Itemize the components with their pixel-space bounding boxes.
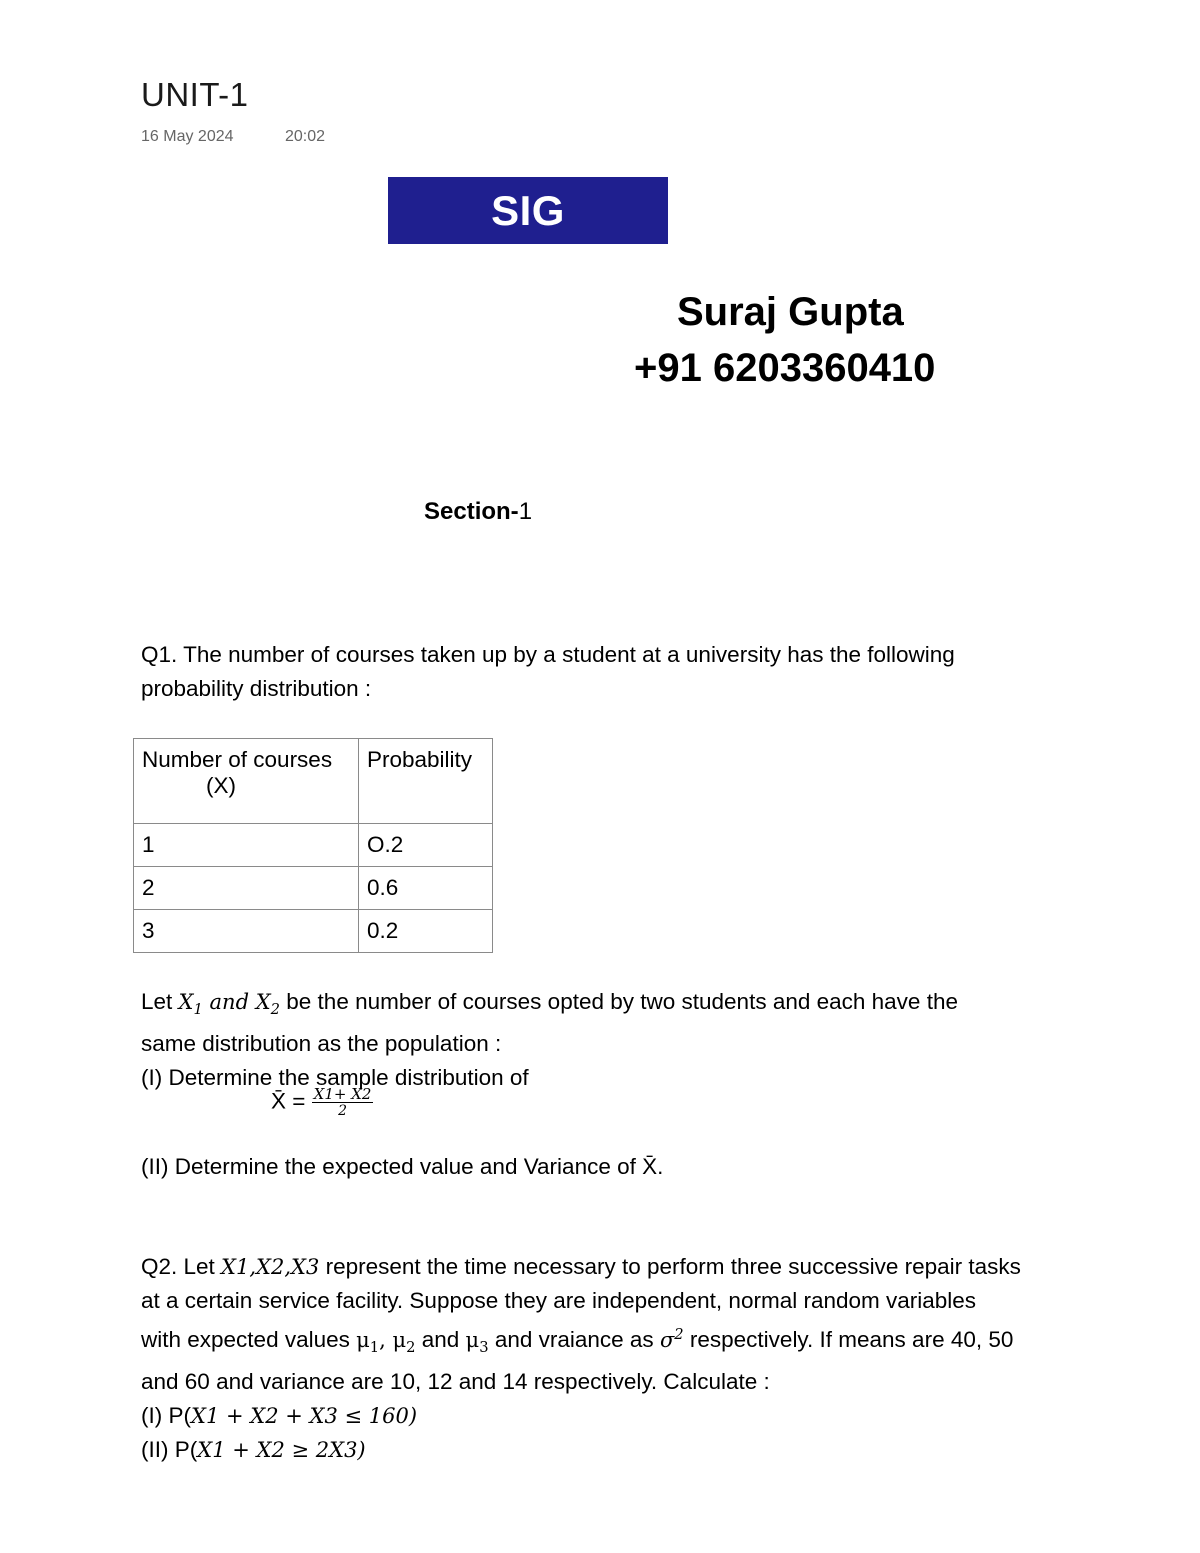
table-header-courses: Number of courses (X) — [134, 739, 359, 824]
table-cell: 0.2 — [359, 910, 493, 953]
q2-part1-expr: X1 + X2 + X3 ≤ 160) — [191, 1404, 418, 1429]
table-row — [134, 910, 493, 953]
q1-part2: (II) Determine the expected value and Variance of X̄. — [141, 1154, 664, 1179]
mu-symbols: $\mu_1$, $\mu_2$ — [356, 1328, 416, 1357]
section-heading: Section-1 — [424, 498, 533, 525]
xbar-formula: X̄ = $\frac{X1+ X2}{2}$ — [271, 1085, 372, 1119]
sigma-squared: $\sigma^2$ — [659, 1326, 684, 1352]
table-cell: 1 — [134, 824, 359, 867]
q2-body: Q2. Let X1,X2,X3 represent the time necessary to perform three successive repair tasks at a certain service facility. Suppose they are independent, normal random variables with expected values $\mu_1$, $\mu_2$ and $\mu_3$ and vraiance as $\sigma^2$ respectively. If means are 40, 50 and 60 and variance are 10, 12 and 14 respectively. Calculate : (I) P(X1 + X2 + X3 ≤ 160) (II) P(X1 + X2 ≥ 2X3) — [141, 1254, 1021, 1463]
table-header-row — [134, 739, 493, 824]
q1-let-line: Let $X_1$ and $X_2$ be the number of courses opted by two students and each have the — [141, 989, 958, 1019]
brand-banner: SIG CLASSES — [388, 177, 668, 244]
fraction: $\frac{X1+ X2}{2}$ — [313, 1085, 372, 1119]
page-title: UNIT-1 — [141, 76, 249, 113]
table-cell: 3 — [134, 910, 359, 953]
table-cell: O.2 — [359, 824, 493, 867]
contact-phone: +91 6203360410 — [634, 346, 936, 390]
table-row — [134, 824, 493, 867]
probability-table — [133, 738, 493, 953]
table-cell: 0.6 — [359, 867, 493, 910]
table-cell: 2 — [134, 867, 359, 910]
note-date: 16 May 2024 — [141, 128, 234, 145]
q1-body: Let $X_1$ and $X_2$ be the number of courses opted by two students and each have the same distribution as the population : (I) Determine the sample distribution of — [141, 985, 1131, 1095]
table-row — [134, 867, 493, 910]
contact-name: Suraj Gupta — [677, 290, 904, 334]
q2-vars: X1,X2,X3 — [221, 1255, 320, 1279]
table-header-probability: Probability — [359, 739, 493, 824]
note-time: 20:02 — [285, 128, 326, 145]
q1-intro: Q1. The number of courses taken up by a student at a university has the following probability distribution : — [141, 642, 955, 701]
q2-part2-expr: X1 + X2 ≥ 2X3) — [197, 1438, 366, 1463]
